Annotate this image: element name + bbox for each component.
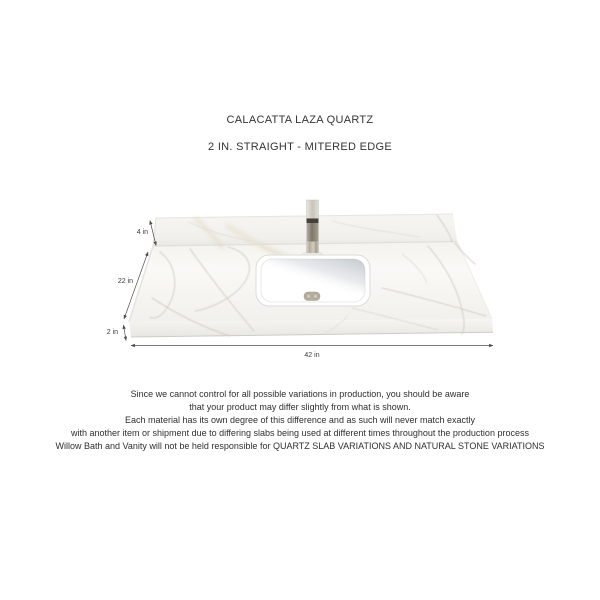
sink-drain <box>304 292 320 301</box>
countertop <box>129 200 493 337</box>
dim-thickness-label: 2 in <box>106 329 118 336</box>
dim-backsplash-height-label: 4 in <box>136 229 148 236</box>
dim-thickness-line <box>124 325 127 341</box>
faucet-base <box>306 242 319 254</box>
edge-style-subtitle: 2 IN. STRAIGHT - MITERED EDGE <box>208 141 392 153</box>
disclaimer-line: Willow Bath and Vanity will not be held responsible for QUARTZ SLAB VARIATIONS AND NATURAL STONE VARIATIONS <box>55 441 545 451</box>
dim-depth-label: 22 in <box>117 278 133 285</box>
disclaimer-line: Each material has its own degree of this difference and as such will never match exactly <box>124 415 475 425</box>
faucet-handle <box>307 200 319 219</box>
disclaimer-line: Since we cannot control for all possible variations in production, you should be aware <box>130 389 470 399</box>
sink <box>256 255 370 306</box>
faucet-dark-band <box>307 219 319 224</box>
product-title: CALACATTA LAZA QUARTZ <box>226 114 374 126</box>
dim-width-label: 42 in <box>304 352 320 359</box>
disclaimer-line: that your product may differ slightly from what is shown. <box>189 402 411 412</box>
disclaimer-line: with another item or shipment due to differing slabs being used at different times throughout the production process <box>71 428 529 438</box>
disclaimer <box>0 388 600 453</box>
faucet-body <box>307 223 319 242</box>
